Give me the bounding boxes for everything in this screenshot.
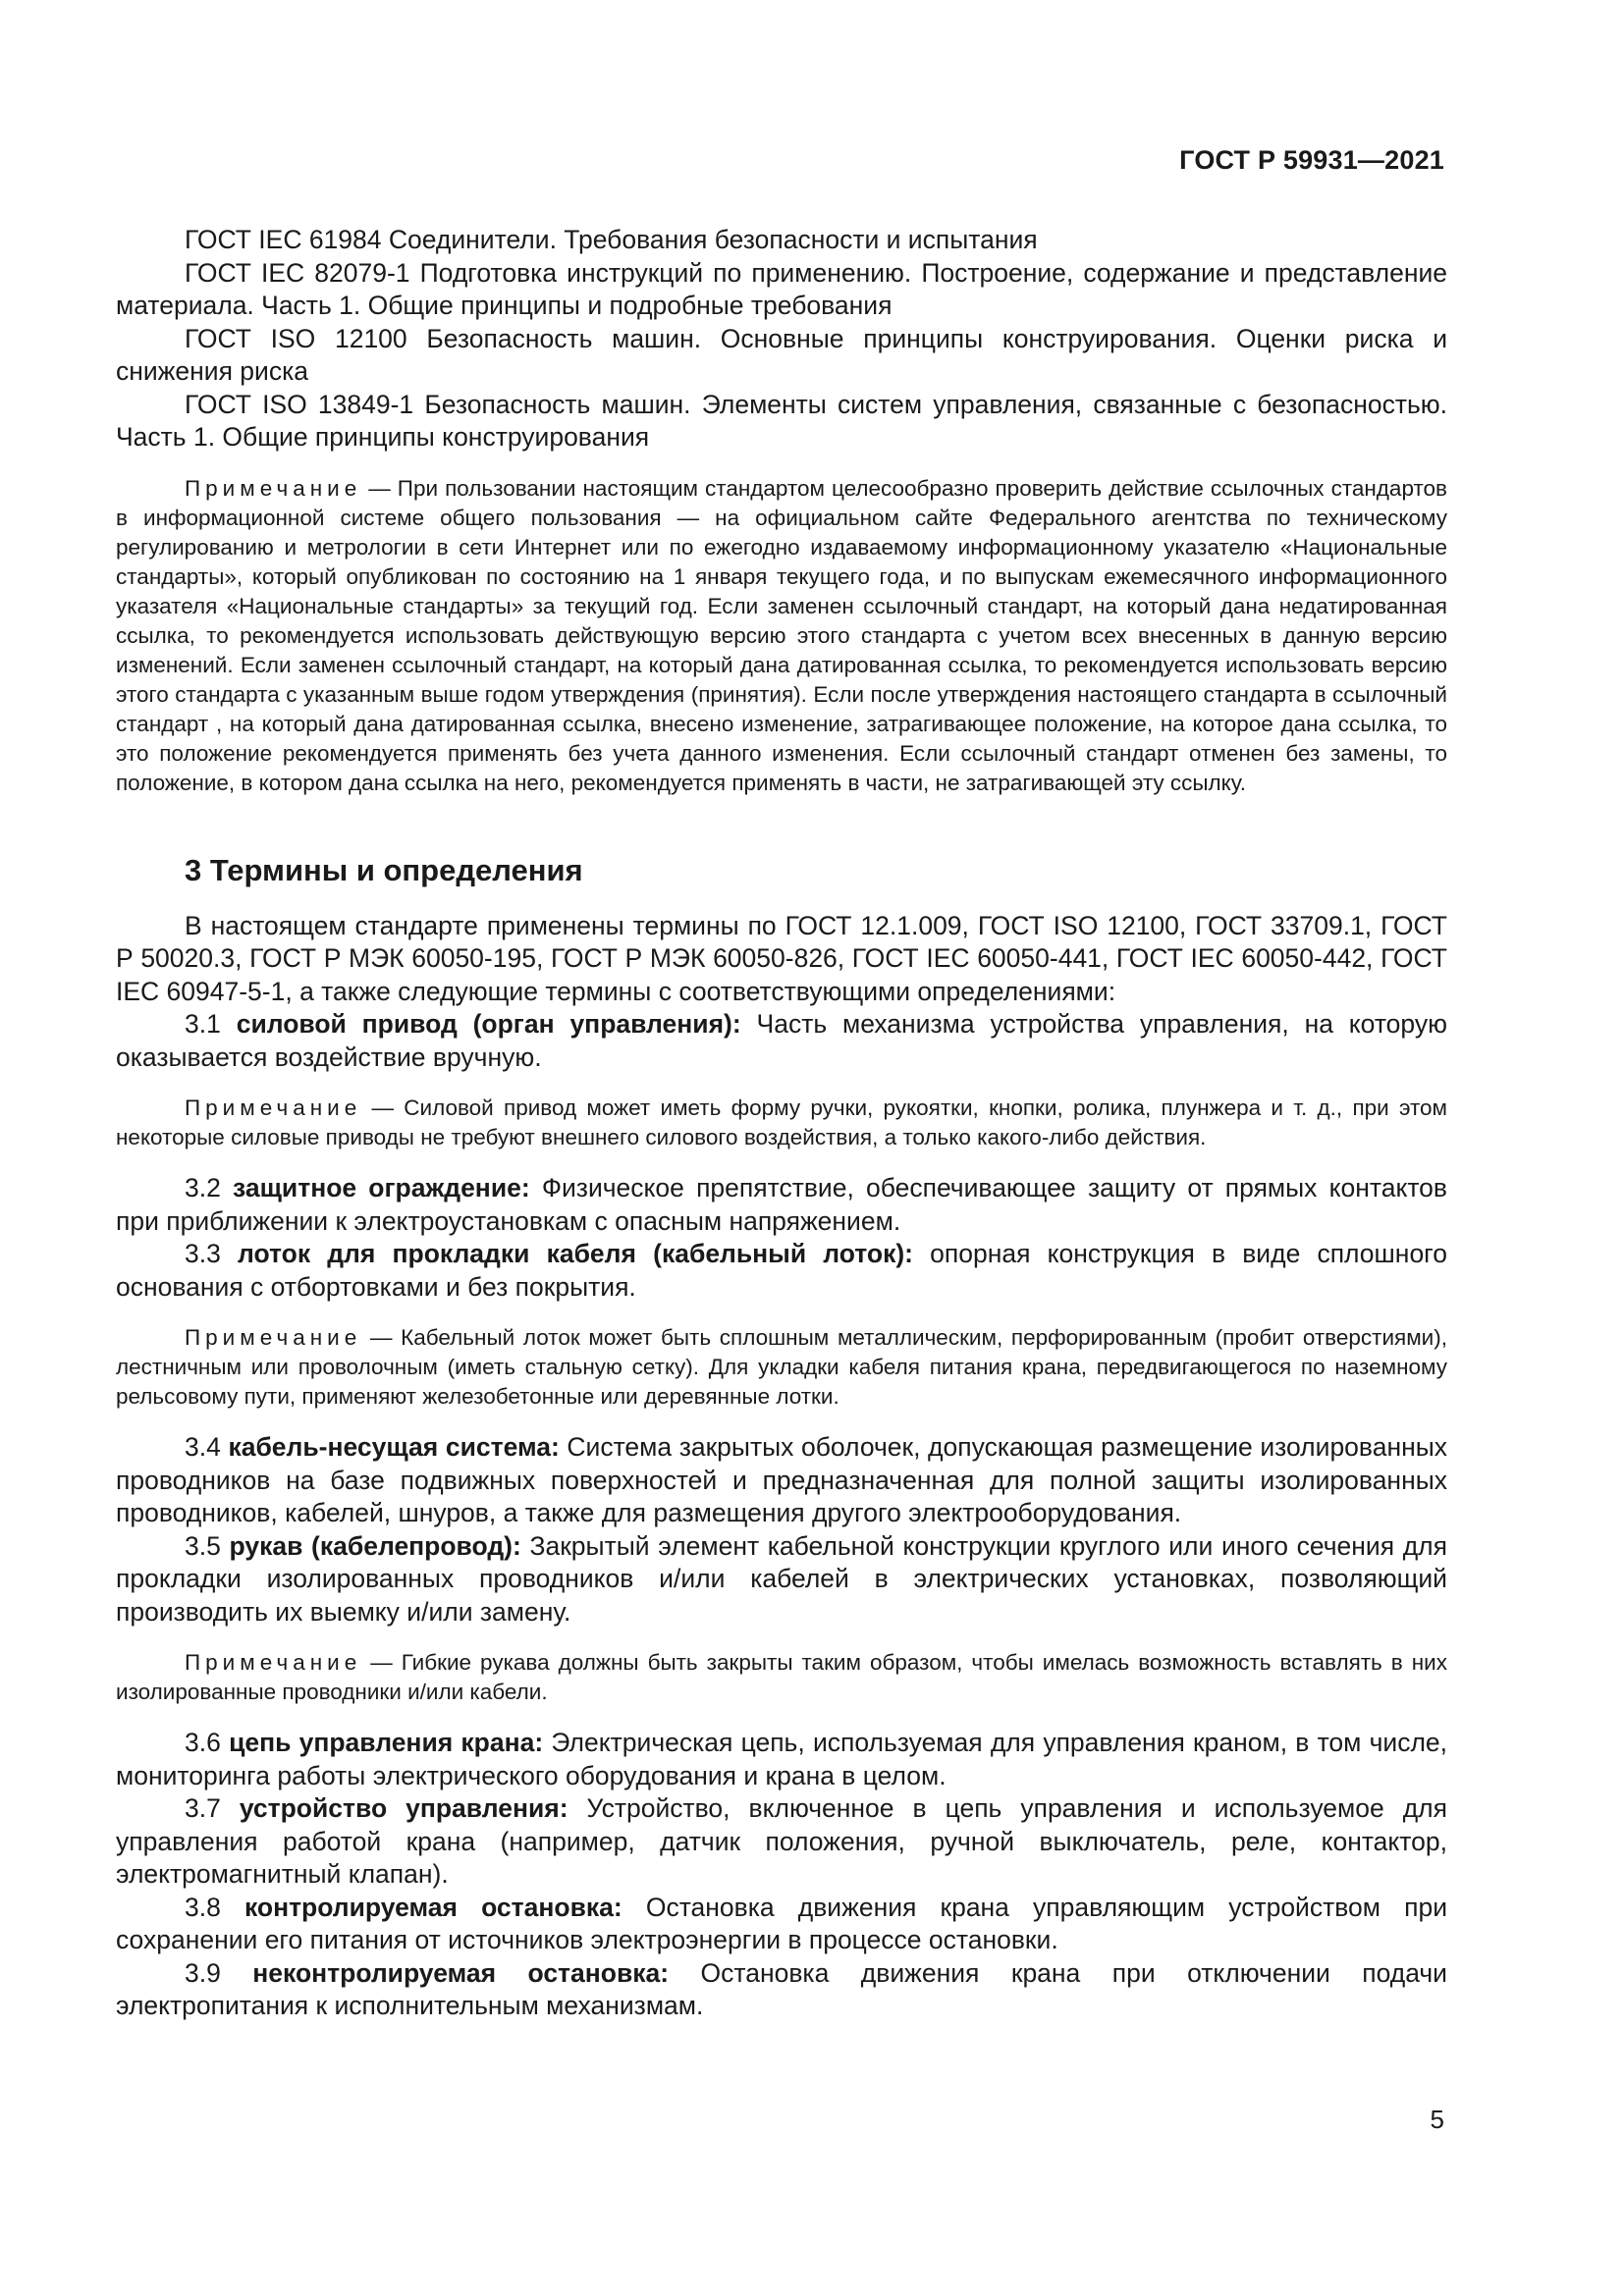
term-3-1 (116, 1008, 1447, 1074)
term-3-4 (116, 1431, 1447, 1530)
page-number: 5 (1430, 2105, 1444, 2134)
section-title: 3 Термины и определения (185, 852, 583, 887)
term-name: устройство управления: (239, 1793, 568, 1823)
note-text: — Гибкие рукава должны быть закрыты таким образом, чтобы имелась возможность вставлять в них изолированные проводники и/или кабели. (116, 1650, 1447, 1704)
note-label: Примечание (185, 1325, 362, 1350)
document-header: ГОСТ Р 59931—2021 (1179, 145, 1444, 175)
term-name: неконтролируемая остановка: (252, 1957, 670, 1988)
term-number: 3.4 (185, 1432, 229, 1462)
term-name: цепь управления крана: (229, 1728, 544, 1757)
term-3-6 (116, 1727, 1447, 1792)
term-definition: Остановка движения крана при отключении подачи электропитания к исполнительным механизмам. (116, 1957, 1447, 2020)
term-number: 3.8 (185, 1892, 244, 1922)
term-name: силовой привод (орган управления): (236, 1009, 741, 1039)
note-text: — Силовой привод может иметь форму ручки, рукоятки, кнопки, ролика, плунжера и т. д., при этом некоторые силовые приводы не требуют внешнего силового воздействия, а только какого-либо действия. (116, 1095, 1447, 1149)
reference-entry: ГОСТ ISO 13849-1 Безопасность машин. Элементы систем управления, связанные с безопасностью. Часть 1. Общие принципы конструирования (116, 389, 1447, 452)
term-definition: опорная конструкция в виде сплошного основания с отбортовками и без покрытия. (116, 1239, 1448, 1302)
term-definition: Закрытый элемент кабельной конструкции круглого или иного сечения для прокладки изолированных проводников и/или кабелей в электрических установках, позволяющий производить их выемку и/или замену. (116, 1530, 1447, 1627)
reference-entry: ГОСТ IEC 61984 Соединители. Требования безопасности и испытания (185, 225, 1038, 254)
term-3-3 (116, 1238, 1447, 1304)
term-definition: Физическое препятствие, обеспечивающее защиту от прямых контактов при приближении к электроустановкам с опасным напряжением. (116, 1173, 1447, 1236)
term-note (116, 1094, 1447, 1152)
term-number: 3.9 (185, 1957, 253, 1988)
term-definition: Система закрытых оболочек, допускающая размещение изолированных проводников на базе подвижных поверхностей и предназначенная для полной защиты изолированных проводников, кабелей, шнуров, а также для размещения другого электрооборудования. (116, 1432, 1448, 1527)
page-content (116, 224, 1447, 2023)
term-number: 3.5 (185, 1530, 230, 1561)
term-number: 3.3 (185, 1239, 238, 1268)
term-3-9 (116, 1957, 1447, 2023)
term-name: контролируемая остановка: (244, 1892, 623, 1922)
note-label: Примечание (185, 1650, 362, 1675)
note-label: Примечание (185, 1095, 362, 1120)
reference-entry: ГОСТ ISO 12100 Безопасность машин. Основные принципы конструирования. Оценки риска и снижения риска (116, 323, 1447, 386)
term-definition: Часть механизма устройства управления, на которую оказывается воздействие вручную. (116, 1009, 1447, 1072)
term-name: лоток для прокладки кабеля (кабельный лоток): (238, 1239, 913, 1268)
note-text: — Кабельный лоток может быть сплошным металлическим, перфорированным (пробит отверстиями), лестничным или проволочным (иметь стальную сетку). Для укладки кабеля питания крана, передвигающегося по наземному рельсовому пути, применяют железобетонные или деревянные лотки. (116, 1325, 1447, 1409)
term-number: 3.6 (185, 1728, 230, 1757)
term-definition: Электрическая цепь, используемая для управления краном, в том числе, мониторинга работы электрического оборудования и крана в целом. (116, 1728, 1448, 1790)
term-name: защитное ограждение: (233, 1173, 530, 1202)
term-name: кабель-несущая система: (228, 1432, 560, 1462)
term-note (116, 1323, 1447, 1412)
term-3-5 (116, 1530, 1447, 1629)
reference-entry: ГОСТ IEC 82079-1 Подготовка инструкций по применению. Построение, содержание и представление материала. Часть 1. Общие принципы и подробные требования (116, 257, 1447, 320)
note-label: Примечание (185, 475, 362, 501)
reference-note (116, 474, 1447, 798)
section-intro: В настоящем стандарте применены термины по ГОСТ 12.1.009, ГОСТ ISO 12100, ГОСТ 33709.1, ГОСТ Р 50020.3, ГОСТ Р МЭК 60050-195, ГОСТ Р МЭК 60050-826, ГОСТ IEC 60050-441, ГОСТ IEC 60050-442, ГОСТ IEC 60947-5-1, а также следующие термины с соответствующими определениями: (116, 910, 1447, 1006)
term-number: 3.1 (185, 1009, 237, 1039)
term-note (116, 1648, 1447, 1707)
term-name: рукав (кабелепровод): (229, 1530, 521, 1561)
term-definition: Устройство, включенное в цепь управления и используемое для управления работой крана (например, датчик положения, ручной выключатель, реле, контактор, электромагнитный клапан). (116, 1793, 1447, 1889)
term-number: 3.2 (185, 1173, 234, 1202)
term-3-2 (116, 1172, 1447, 1238)
term-definition: Остановка движения крана управляющим устройством при сохранении его питания от источников электроэнергии в процессе остановки. (116, 1892, 1447, 1954)
term-number: 3.7 (185, 1793, 240, 1823)
term-3-7 (116, 1792, 1447, 1892)
note-text: — При пользовании настоящим стандартом целесообразно проверить действие ссылочных стандартов в информационной системе общего пользования — на официальном сайте Федерального агентства по техническому регулированию и метрологии в сети Интернет или по ежегодно издаваемому информационному указателю «Национальные стандарты», который опубликован по состоянию на 1 января текущего года, и по выпускам ежемесячного информационного указателя «Национальные стандарты» за текущий год. Если заменен ссылочный стандарт, на который дана недатированная ссылка, то рекомендуется использовать действующую версию этого стандарта с учетом всех внесенных в данную версию изменений. Если заменен ссылочный стандарт, на который дана датированная ссылка, то рекомендуется использовать версию этого стандарта с указанным выше годом утверждения (принятия). Если после утверждения настоящего стандарта в ссылочный стандарт , на который дана датированная ссылка, внесено изменение, затрагивающее положение, на которое дана ссылка, то это положение рекомендуется применять без учета данного изменения. Если ссылочный стандарт отменен без замены, то положение, в котором дана ссылка на него, рекомендуется применять в части, не затрагивающей эту ссылку. (116, 475, 1447, 795)
term-3-8 (116, 1892, 1447, 1957)
